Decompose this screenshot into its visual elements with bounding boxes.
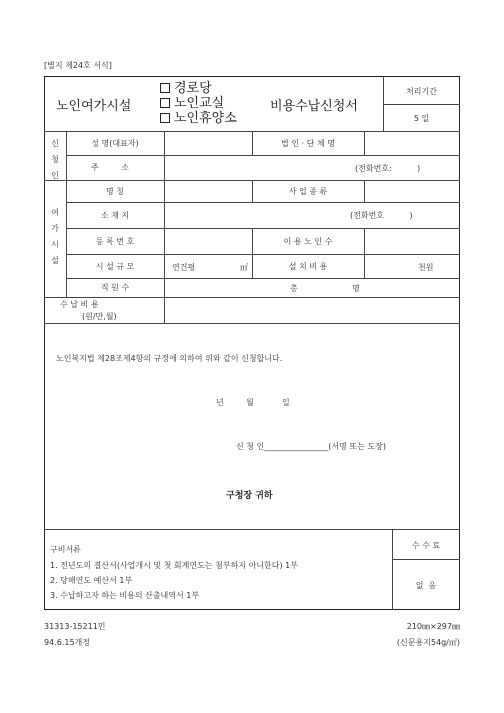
fee-unit: (원/만,월) [82, 312, 117, 321]
applicant-address-label: 주 소 [91, 163, 139, 172]
fee-stamp-value: 없 음 [415, 580, 437, 590]
fee-stamp-label: 수 수 료 [411, 540, 441, 550]
business-type-field[interactable] [364, 180, 460, 202]
facility-phone-note: (전화번호 ) [350, 211, 413, 220]
facility-name-label: 명 칭 [106, 186, 124, 196]
fee-field[interactable] [164, 297, 460, 323]
applicant-signature-line[interactable]: 신 청 인________________(서명 또는 도장) [236, 442, 386, 451]
applicant-name-label: 성 명(대표자) [91, 138, 139, 148]
checkbox-icon [160, 83, 170, 93]
applicant-org-field[interactable] [364, 131, 460, 155]
staff-total-label: 총 [290, 284, 298, 293]
required-document-3: 3. 수납하고자 하는 비용의 산출내역서 1부 [50, 591, 200, 600]
option-noinhyuyangso[interactable]: 노인휴양소 [160, 111, 237, 126]
applicant-name-field[interactable] [164, 131, 252, 155]
business-type-label: 사 업 종 류 [288, 186, 328, 196]
statement-text: 노인복지법 제28조제4항의 규정에 의하여 위와 같이 신청합니다. [56, 354, 283, 363]
installation-cost-unit: 천원 [418, 263, 434, 272]
date-day: 일 [282, 398, 290, 407]
option-gyeongrodang[interactable]: 경로당 [160, 81, 237, 96]
staff-total-unit: 명 [352, 284, 360, 293]
floor-area-unit: ㎡ [240, 263, 248, 272]
date-year: 년 [216, 398, 224, 407]
applicant-section-label: 신청인 [51, 139, 59, 180]
installation-cost-label: 설 치 비 용 [288, 261, 328, 271]
form-number: [별지 제24호 서식] [44, 61, 112, 70]
facility-location-label: 소 재 지 [100, 210, 130, 220]
form-title-right: 비용수납신청서 [270, 99, 358, 114]
elderly-users-field[interactable] [364, 228, 460, 254]
checkbox-icon [160, 98, 170, 108]
facility-location-field[interactable] [164, 202, 460, 228]
form-code: 31313-15211민 [44, 622, 106, 631]
processing-period-label: 처리기간 [406, 86, 437, 96]
required-document-1: 1. 전년도의 결산서(사업개시 및 첫 회계연도는 첨부하지 아니한다) 1부 [50, 561, 298, 570]
facility-size-label: 시 설 규 모 [95, 261, 135, 271]
registration-number-label: 등 록 번 호 [95, 236, 135, 246]
fee-label: 수 납 비 용 [60, 300, 99, 309]
floor-area-label: 연건평 [172, 263, 196, 272]
facility-name-field[interactable] [164, 180, 252, 202]
staff-count-label: 직 원 수 [100, 283, 130, 292]
option-list [160, 81, 237, 126]
applicant-phone-note: (전화번호: ) [355, 164, 421, 173]
option-noingyosil[interactable]: 노인교실 [160, 96, 237, 111]
paper-size: 210㎜×297㎜ [406, 622, 460, 631]
form-title-left: 노인여가시설 [56, 99, 132, 114]
registration-number-field[interactable] [164, 228, 252, 254]
checkbox-icon [160, 113, 170, 123]
facility-section-label: 여가시설 [51, 208, 59, 265]
elderly-users-label: 이 용 노 인 수 [283, 236, 333, 246]
applicant-org-label: 법 인 · 단 체 명 [281, 138, 335, 148]
required-document-2: 2. 당해연도 예산서 1부 [50, 576, 133, 585]
revision-date: 94.6.15개정 [44, 638, 90, 647]
processing-period-value: 5 일 [413, 113, 430, 123]
paper-type: (신문용지54g/㎡) [396, 638, 460, 647]
date-month: 월 [246, 398, 254, 407]
required-documents-title: 구비서류 [50, 545, 81, 554]
addressee: 구청장 귀하 [226, 491, 273, 501]
